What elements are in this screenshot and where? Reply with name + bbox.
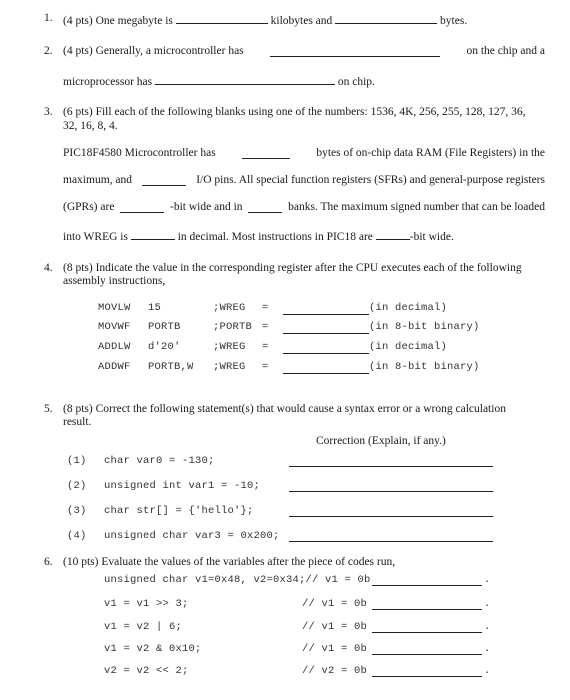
q4-arg: d'20' [148,341,181,353]
correction-header: Correction (Explain, if any.) [316,435,446,447]
q4-answer-blank[interactable] [283,314,369,315]
q4-note: (in 8-bit binary) [369,361,480,373]
q6-comment: // v2 = 0b [302,665,368,677]
q4-eq: = [262,321,269,333]
q1-blank-kilobytes[interactable] [176,12,268,24]
q4-op: MOVWF [98,321,131,333]
q3-line2: maximum, and I/O pins. All special function registers (SFRs) and general-purpose registers [63,174,545,186]
q6-answer-blank[interactable] [372,609,482,610]
q5-index: (2) [67,480,87,492]
q1-blank-bytes[interactable] [335,12,437,24]
q5-number: 5. [44,403,53,415]
q4-eq: = [262,361,269,373]
q2-line2: microprocessor has on chip. [63,73,375,88]
q3-number: 3. [44,106,53,118]
q5-correction-blank[interactable] [289,491,493,492]
q4-arg: PORTB [148,321,181,333]
q5-intro-line2: result. [63,416,92,428]
q6-code: v1 = v2 | 6; [104,621,183,633]
q4-reg: ;PORTB [213,321,253,333]
q6-number: 6. [44,556,53,568]
q5-code: unsigned char var3 = 0x200; [104,530,280,542]
q4-answer-blank[interactable] [283,353,369,354]
q5-correction-blank[interactable] [289,541,493,542]
q3-blank-instruction-width[interactable] [376,228,410,240]
q5-code: unsigned int var1 = -10; [104,480,261,492]
q4-op: ADDWF [98,361,131,373]
q4-note: (in decimal) [369,341,448,353]
q6-code: v1 = v1 >> 3; [104,598,189,610]
q4-number: 4. [44,262,53,274]
q6-answer-blank[interactable] [372,676,482,677]
q3-blank-bit-width[interactable] [120,201,164,213]
q3-intro-line2: 32, 16, 8, 4. [63,120,118,132]
q3-line1: PIC18F4580 Microcontroller has bytes of on-chip data RAM (File Registers) in the [63,147,545,159]
q1-points: (4 pts) [63,15,93,27]
q6-declaration: unsigned char v1=0x48, v2=0x34;// v1 = 0b [104,574,371,586]
q3-blank-max-signed[interactable] [131,228,175,240]
q3-blank-io-pins[interactable] [142,174,186,186]
q6-code: v1 = v2 & 0x10; [104,643,202,655]
q6-answer-blank[interactable] [372,585,482,586]
q6-answer-blank[interactable] [372,632,482,633]
q4-reg: ;WREG [213,361,246,373]
q4-answer-blank[interactable] [283,373,369,374]
q4-intro-line1: (8 pts) Indicate the value in the corresponding register after the CPU executes each of the following [63,262,522,274]
q4-eq: = [262,302,269,314]
q5-code: char str[] = {'hello'}; [104,505,254,517]
q5-code: char var0 = -130; [104,455,215,467]
q4-eq: = [262,341,269,353]
q5-correction-blank[interactable] [289,516,493,517]
q5-index: (4) [67,530,87,542]
q1-number: 1. [44,12,53,24]
q6-comment: // v1 = 0b [302,598,368,610]
q4-op: ADDLW [98,341,131,353]
q4-op: MOVLW [98,302,131,314]
q6-comment: // v1 = 0b [302,621,368,633]
q4-note: (in 8-bit binary) [369,321,480,333]
q3-intro-line1: (6 pts) Fill each of the following blanks using one of the numbers: 1536, 4K, 256, 255, 128, 127, 36, [63,106,526,118]
q4-answer-blank[interactable] [283,333,369,334]
q2-blank-microcontroller[interactable] [270,45,440,57]
q3-blank-banks[interactable] [248,201,282,213]
q2-blank-microprocessor[interactable] [155,73,335,85]
q3-blank-ram[interactable] [242,147,290,159]
q3-line3: (GPRs) are -bit wide and in banks. The maximum signed number that can be loaded [63,201,545,213]
q4-reg: ;WREG [213,341,246,353]
q4-arg: PORTB,W [148,361,194,373]
q1-text: (4 pts) One megabyte is kilobytes and bytes. [63,12,467,27]
q3-line4: into WREG is in decimal. Most instructions in PIC18 are -bit wide. [63,228,454,243]
q2-line1: (4 pts) Generally, a microcontroller has on the chip and a [63,45,545,57]
q4-arg: 15 [148,302,162,314]
q6-intro: (10 pts) Evaluate the values of the variables after the piece of codes run, [63,556,396,568]
q5-intro-line1: (8 pts) Correct the following statement(s) that would cause a syntax error or a wrong calculation [63,403,506,415]
q2-number: 2. [44,45,53,57]
q5-index: (1) [67,455,87,467]
q4-note: (in decimal) [369,302,448,314]
q5-index: (3) [67,505,87,517]
q6-answer-blank[interactable] [372,654,482,655]
q6-code: v2 = v2 << 2; [104,665,189,677]
q5-correction-blank[interactable] [289,466,493,467]
q6-comment: // v1 = 0b [302,643,368,655]
q4-reg: ;WREG [213,302,246,314]
q4-intro-line2: assembly instructions, [63,275,166,287]
